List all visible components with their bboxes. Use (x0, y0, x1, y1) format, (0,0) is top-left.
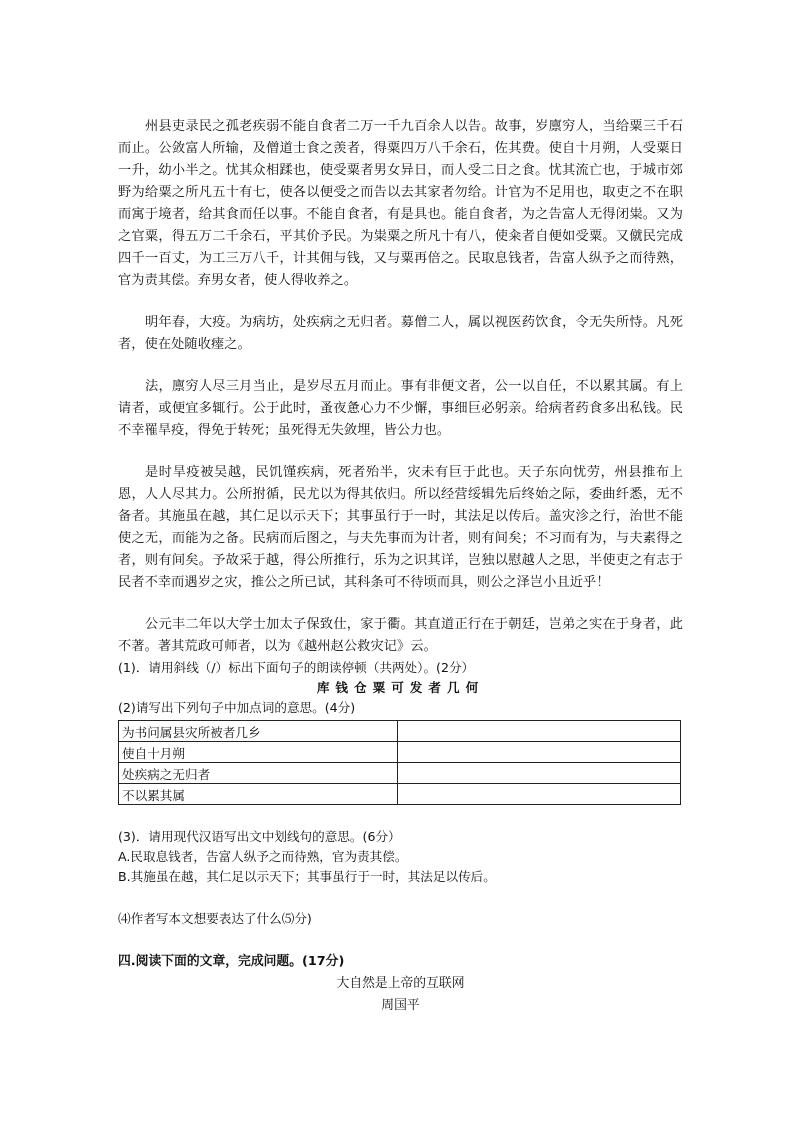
question-1: (1)．请用斜线（/）标出下面句子的朗读停顿（共两处）。(2分） (118, 660, 475, 675)
table-row (119, 742, 681, 763)
table-cell-prompt: 使自十月朔 (119, 742, 398, 763)
table-cell-answer[interactable] (398, 763, 681, 784)
passage-paragraph-2: 明年春，大疫。为病坊，处疾病之无归者。募僧二人，属以视医药饮食，令无失所恃。凡死者，使在处随收瘗之。 (118, 315, 683, 352)
article-title: 大自然是上帝的互联网 (336, 976, 465, 991)
table-cell-prompt: 为书问属县灾所被者几乡 (119, 721, 398, 742)
table-cell-prompt: 处疾病之无归者 (119, 763, 398, 784)
table-row (119, 763, 681, 784)
article-author: 周国平 (381, 998, 420, 1013)
passage-paragraph-3: 法，廪穷人尽三月当止，是岁尽五月而止。事有非便文者，公一以自任，不以累其属。有上请者，或便宜多辄行。公于此时，蚤夜惫心力不少懈，事细巨必躬亲。给病者药食多出私钱。民不幸罹旱疫，得免于转死；虽死得无失敛埋，皆公力也。 (118, 379, 683, 438)
question-3: (3)．请用现代汉语写出文中划线句的意思。(6分） (118, 829, 401, 844)
table-cell-answer[interactable] (398, 784, 681, 805)
question-4: ⑷作者写本文想要表达了什么⑸分) (118, 911, 312, 926)
table-cell-answer[interactable] (398, 721, 681, 742)
table-row (119, 721, 681, 742)
passage-paragraph-1: 州县吏录民之孤老疾弱不能自食者二万一千九百余人以告。故事，岁廪穷人，当给粟三千石而止。公敛富人所输，及僧道士食之羡者，得粟四万八千余石，佐其费。使自十月朔，人受粟日一升，幼小半之。忧其众相蹂也，使受粟者男女异日，而人受二日之食。忧其流亡也，于城市郊野为给粟之所凡五十有七，使各以便受之而告以去其家者勿给。计官为不足用也，取吏之不在职而寓于境者，给其食而任以事。不能自食者，有是具也。能自食者，为之告富人无得闭粜。又为之官粟，得五万二千余石，平其价予民。为粜粟之所凡十有八，使籴者自便如受粟。又僦民完成四千一百丈，为工三万八千，计其佣与钱，又与粟再倍之。民取息钱者，告富人纵予之而待熟，官为责其偿。弃男女者，使人得收养之。 (118, 119, 683, 288)
table-row (119, 784, 681, 805)
table-cell-prompt: 不以累其属 (119, 784, 398, 805)
question-1-sentence: 库钱仓粟可发者几何 (316, 680, 485, 695)
document-page (118, 116, 683, 1017)
passage-paragraph-4: 是时旱疫被吴越，民饥馑疾病，死者殆半，灾未有巨于此也。天子东向忧劳，州县推布上恩，人人尽其力。公所拊循，民尤以为得其依归。所以经营绥辑先后终始之际，委曲纤悉，无不备者。其施虽在越，其仁足以示天下；其事虽行于一时，其法足以传后。盖灾沴之行，治世不能使之无，而能为之备。民病而后图之，与夫先事而为计者，则有间矣；不习而有为，与夫素得之者，则有间矣。予故采于越，得公所推行，乐为之识其详，岂独以慰越人之思，半使吏之有志于民者不幸而遇岁之灾，推公之所已试，其科条可不待顷而具，则公之泽岂小且近乎！ (118, 465, 683, 590)
question-3-item-b: B.其施虽在越，其仁足以示天下；其事虽行于一时，其法足以传后。 (118, 869, 496, 884)
vocab-table (118, 720, 681, 805)
question-3-item-a: A.民取息钱者，告富人纵予之而待熟，官为责其偿。 (118, 849, 408, 864)
section-4-heading: 四.阅读下面的文章，完成问题。(17分) (118, 954, 345, 969)
passage-paragraph-5: 公元丰二年以大学士加太子保致仕，家于衢。其直道正行在于朝廷，岂弟之实在于身者，此不著。著其荒政可师者，以为《越州赵公救灾记》云。 (118, 617, 683, 654)
question-2: (2)请写出下列句子中加点词的意思。(4分) (118, 700, 356, 715)
table-cell-answer[interactable] (398, 742, 681, 763)
